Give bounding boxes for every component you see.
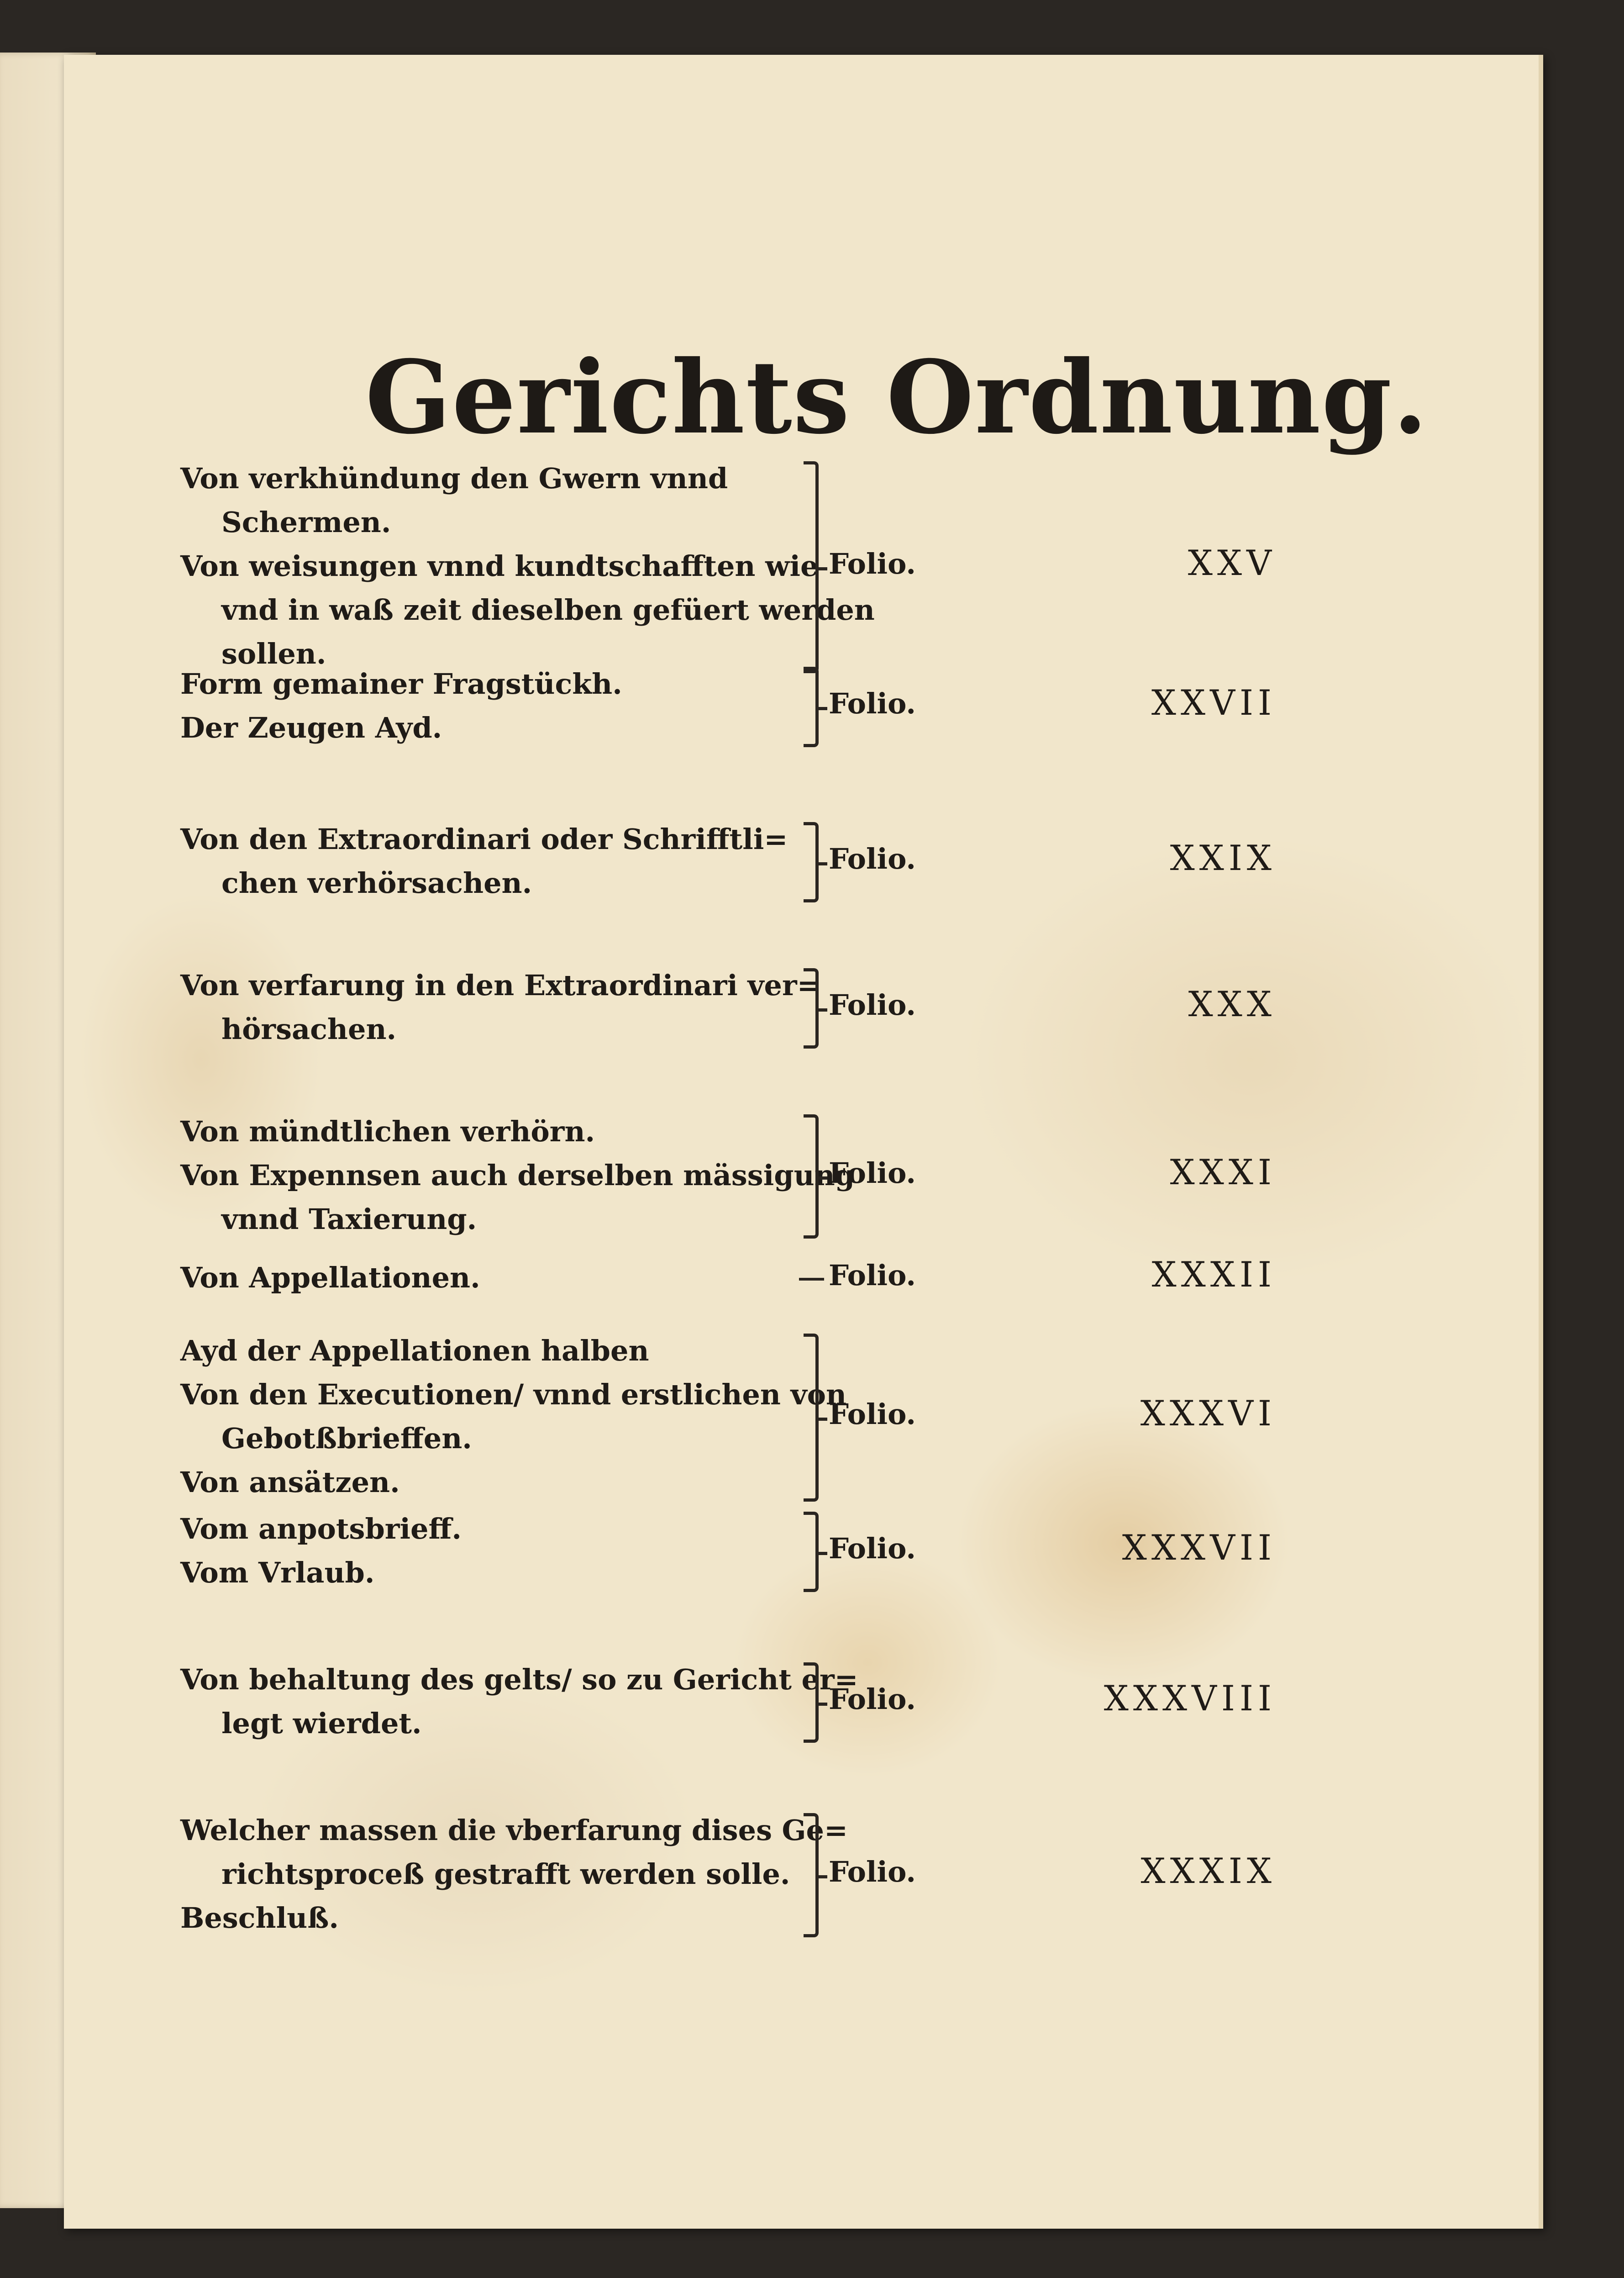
toc-entry-text bbox=[180, 1110, 855, 1241]
toc-entry-line: Beschluß. bbox=[180, 1901, 339, 1935]
toc-entry-line: Von verfarung in den Extraordinari ver= bbox=[180, 969, 821, 1002]
toc-entry-text bbox=[180, 1256, 792, 1300]
brace-bracket bbox=[804, 1512, 819, 1592]
toc-entry-line: Form gemainer Fragstückh. bbox=[180, 667, 622, 701]
toc-entry-line: Von den Extraordinari oder Schrifftli= bbox=[180, 823, 788, 856]
folio-label: Folio. bbox=[829, 988, 916, 1022]
toc-entry-line: Schermen. bbox=[221, 506, 391, 539]
folio-label: Folio. bbox=[829, 1682, 916, 1716]
folio-numeral: XXXVIII bbox=[1104, 1678, 1276, 1719]
toc-entry-text bbox=[180, 1658, 858, 1745]
toc-entry-line: Gebotßbrieffen. bbox=[221, 1422, 472, 1455]
brace-bracket bbox=[804, 822, 819, 902]
toc-entry-line: vnd in waß zeit dieselben gefüert werden bbox=[221, 593, 875, 627]
toc-entry-line: Welcher massen die vberfarung dises Ge= bbox=[180, 1814, 848, 1847]
folio-numeral: XXXII bbox=[1151, 1254, 1276, 1295]
toc-entry-line: Ayd der Appellationen halben bbox=[180, 1334, 649, 1367]
toc-entry-text bbox=[180, 1809, 848, 1940]
toc-entry-line: Von Expennsen auch derselben mässigung bbox=[180, 1159, 855, 1192]
folio-label: Folio. bbox=[829, 1156, 916, 1190]
toc-entry-line: Der Zeugen Ayd. bbox=[180, 711, 442, 744]
leader-dash bbox=[799, 1278, 824, 1281]
book-page bbox=[64, 55, 1543, 2229]
toc-entry-line: Von weisungen vnnd kundtschafften wie bbox=[180, 549, 819, 583]
brace-bracket bbox=[804, 968, 819, 1049]
toc-entry-line: Vom Vrlaub. bbox=[180, 1556, 375, 1589]
folio-label: Folio. bbox=[829, 547, 916, 580]
toc-entry-text bbox=[180, 1507, 792, 1595]
folio-label: Folio. bbox=[829, 1855, 916, 1888]
folio-numeral: XXXI bbox=[1170, 1152, 1276, 1192]
brace-bracket bbox=[804, 1813, 819, 1937]
toc-entry-line: Von verkhündung den Gwern vnnd bbox=[180, 462, 728, 495]
folio-numeral: XXIX bbox=[1170, 838, 1276, 878]
folio-numeral: XXXIX bbox=[1140, 1851, 1276, 1891]
toc-entry-line: Von behaltung des gelts/ so zu Gericht er= bbox=[180, 1663, 858, 1696]
folio-numeral: XXX bbox=[1188, 984, 1276, 1024]
brace-bracket bbox=[804, 667, 819, 747]
toc-entry-text bbox=[180, 1329, 847, 1504]
toc-entry-line: richtsproceß gestrafft werden solle. bbox=[221, 1857, 790, 1891]
toc-entry-text bbox=[180, 817, 792, 905]
folio-label: Folio. bbox=[829, 842, 916, 875]
toc-entry-line: chen verhörsachen. bbox=[221, 866, 532, 900]
folio-label: Folio. bbox=[829, 1259, 916, 1292]
brace-bracket bbox=[804, 461, 819, 673]
toc-entry-line: Von Appellationen. bbox=[180, 1261, 480, 1294]
brace-bracket bbox=[804, 1662, 819, 1743]
folio-numeral: XXXVI bbox=[1140, 1393, 1276, 1434]
toc-entry-line: vnnd Taxierung. bbox=[221, 1202, 477, 1236]
toc-entry-line: Vom anpotsbrieff. bbox=[180, 1512, 462, 1545]
toc-entry-line: Von mündtlichen verhörn. bbox=[180, 1115, 595, 1148]
toc-entry-line: legt wierdet. bbox=[221, 1707, 422, 1740]
toc-entry-line: sollen. bbox=[221, 637, 326, 670]
folio-label: Folio. bbox=[829, 1397, 916, 1431]
toc-entry-line: hörsachen. bbox=[221, 1012, 397, 1046]
folio-label: Folio. bbox=[829, 687, 916, 720]
page-title: Gerichts Ordnung. bbox=[365, 338, 1429, 456]
folio-numeral: XXVII bbox=[1151, 682, 1276, 723]
folio-numeral: XXXVII bbox=[1122, 1527, 1276, 1568]
toc-entry-line: Von ansätzen. bbox=[180, 1466, 400, 1499]
folio-numeral: XXV bbox=[1188, 543, 1276, 583]
toc-entry-text bbox=[180, 964, 821, 1051]
toc-entry-line: Von den Executionen/ vnnd erstlichen von bbox=[180, 1378, 847, 1411]
folio-label: Folio. bbox=[829, 1532, 916, 1565]
brace-bracket bbox=[804, 1114, 819, 1239]
brace-bracket bbox=[804, 1334, 819, 1502]
toc-entry-text bbox=[180, 662, 792, 750]
